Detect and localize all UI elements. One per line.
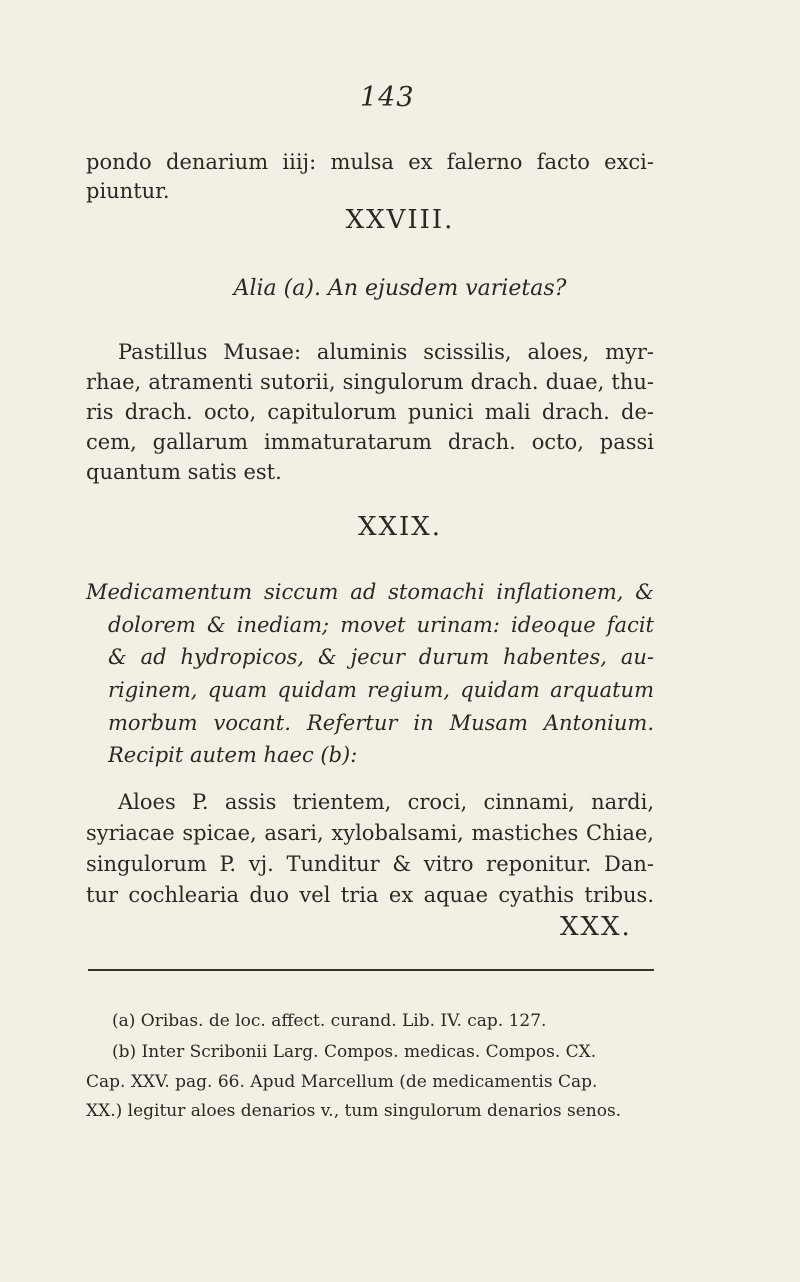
text-line: piuntur. (86, 179, 170, 203)
text-line: pondo denarium iiij: mulsa ex falerno facto exci- (86, 150, 654, 174)
section-heading-30: XXX. (560, 912, 632, 942)
footnote-b: (b) Inter Scribonii Larg. Compos. medicas. Compos. CX. (112, 1042, 597, 1062)
recipe-line: ris drach. octo, capitulorum punici mali drach. de- (86, 400, 654, 424)
recipe-line: rhae, atramenti sutorii, singulorum drach. duae, thu- (86, 370, 654, 394)
recipe-line: singulorum P. vj. Tunditur & vitro reponitur. Dan- (86, 852, 654, 876)
section-heading-28: XXVIII. (345, 205, 455, 235)
intro-line: & ad hydropicos, & jecur durum habentes, au- (108, 645, 654, 669)
intro-line: Recipit autem haec (b): (108, 743, 358, 767)
footnote-divider (88, 969, 654, 971)
recipe-line: cem, gallarum immaturatarum drach. octo, passi (86, 430, 654, 454)
section-subtitle-28: Alia (a). An ejusdem varietas? (233, 276, 567, 301)
footnote-b-line: XX.) legitur aloes denarios v., tum singulorum denarios senos. (86, 1101, 622, 1121)
footnote-a: (a) Oribas. de loc. affect. curand. Lib. IV. cap. 127. (112, 1011, 547, 1031)
intro-line: Medicamentum siccum ad stomachi inflationem, & (86, 580, 654, 604)
recipe-line: Aloes P. assis trientem, croci, cinnami, nardi, (118, 790, 654, 814)
recipe-line: tur cochlearia duo vel tria ex aquae cyathis tribus. (86, 883, 654, 907)
intro-line: morbum vocant. Refertur in Musam Antonium. (108, 711, 654, 735)
intro-line: dolorem & inediam; movet urinam: ideoque facit (108, 613, 654, 637)
recipe-line: quantum satis est. (86, 460, 282, 484)
footnote-b-line: Cap. XXV. pag. 66. Apud Marcellum (de medicamentis Cap. (86, 1072, 598, 1092)
recipe-line: Pastillus Musae: aluminis scissilis, aloes, myr- (118, 340, 654, 364)
intro-line: riginem, quam quidam regium, quidam arquatum (108, 678, 654, 702)
recipe-line: syriacae spicae, asari, xylobalsami, mastiches Chiae, (86, 821, 654, 845)
page-number: 143 (360, 82, 415, 113)
section-heading-29: XXIX. (357, 512, 443, 542)
